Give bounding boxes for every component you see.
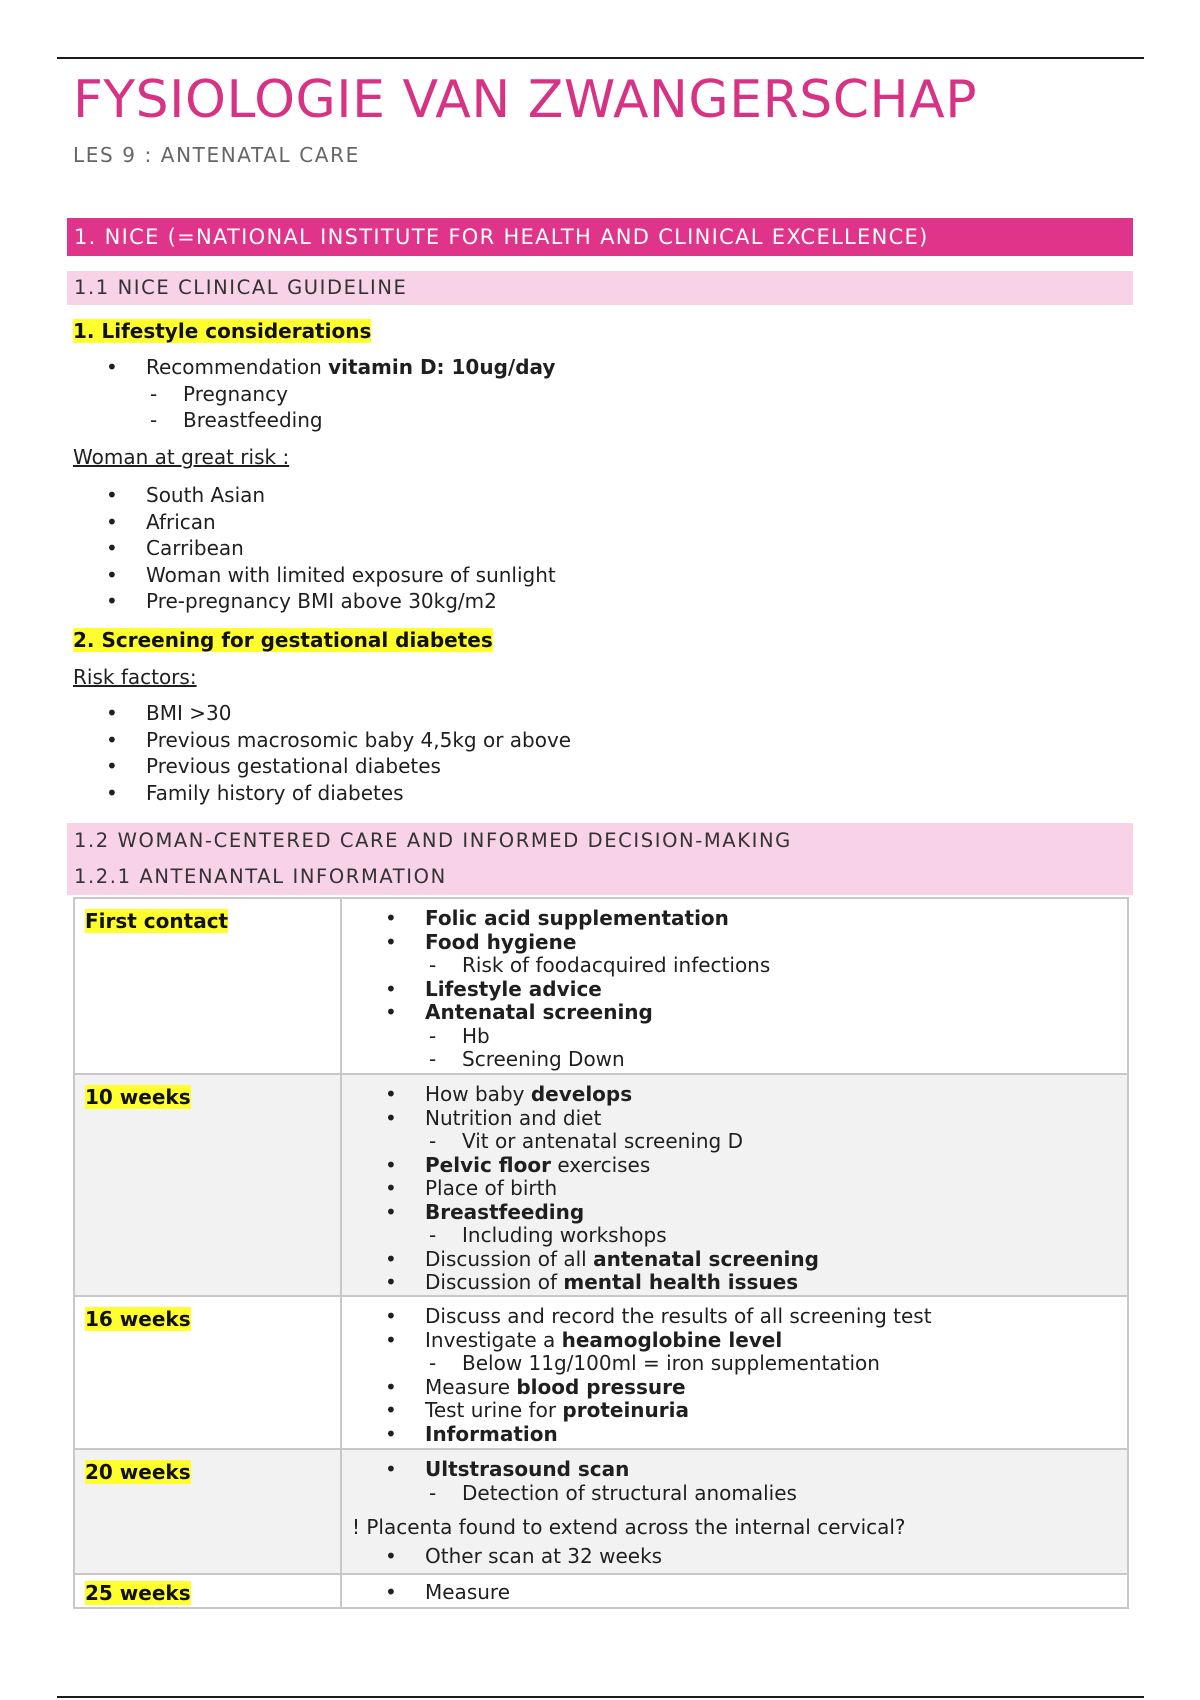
risk-label-diabetes: Risk factors: — [73, 665, 197, 689]
list-item: • Previous macrosomic baby 4,5kg or above — [73, 727, 571, 754]
diabetes-risk-list — [73, 700, 571, 806]
list-item: - Including workshops — [352, 1224, 1127, 1248]
list-item: • Other scan at 32 weeks — [352, 1545, 1127, 1569]
lifestyle-heading: 1. Lifestyle considerations — [73, 319, 372, 343]
table-cell-content — [341, 1074, 1128, 1296]
list-item: - Vit or antenatal screening D — [352, 1130, 1127, 1154]
bottom-rule — [57, 1696, 1144, 1698]
list-item: • African — [73, 509, 556, 536]
table-list — [352, 1083, 1127, 1295]
table-list — [352, 907, 1127, 1072]
table-cell-label: 20 weeks — [74, 1449, 341, 1574]
subsection-title: 1.2 WOMAN-CENTERED CARE AND INFORMED DECISION-MAKING — [74, 829, 792, 852]
table-cell-content — [341, 1449, 1128, 1574]
list-item: - Breastfeeding — [73, 407, 555, 434]
table-cell-label: 25 weeks — [74, 1574, 341, 1608]
table-cell-label: 10 weeks — [74, 1074, 341, 1296]
list-item: • Breastfeeding — [352, 1201, 1127, 1225]
table-list — [352, 1458, 1127, 1505]
table-list — [352, 1581, 1127, 1605]
risk-group-list — [73, 482, 556, 615]
subsection-heading-guideline: 1.1 NICE CLINICAL GUIDELINE — [67, 271, 1133, 305]
table-list — [352, 1545, 1127, 1569]
table-cell-label: 16 weeks — [74, 1296, 341, 1449]
document-title: FYSIOLOGIE VAN ZWANGERSCHAP — [73, 70, 978, 130]
screening-heading: 2. Screening for gestational diabetes — [73, 628, 493, 652]
list-item: • Measure — [352, 1581, 1127, 1605]
list-item: - Detection of structural anomalies — [352, 1482, 1127, 1506]
list-item: - Screening Down — [352, 1048, 1127, 1072]
list-item: - Hb — [352, 1025, 1127, 1049]
table-list — [352, 1305, 1127, 1446]
risk-label-vitamin-d: Woman at great risk : — [73, 445, 290, 469]
list-item: • Recommendation vitamin D: 10ug/day — [73, 354, 555, 381]
list-item: - Below 11g/100ml = iron supplementation — [352, 1352, 1127, 1376]
list-item: • South Asian — [73, 482, 556, 509]
list-item: • Discuss and record the results of all screening test — [352, 1305, 1127, 1329]
list-item: • Place of birth — [352, 1177, 1127, 1201]
table-cell-label: First contact — [74, 898, 341, 1074]
list-item: • Folic acid supplementation — [352, 907, 1127, 931]
subsection-heading-woman-centered — [67, 823, 1133, 895]
document-subtitle: LES 9 : ANTENATAL CARE — [73, 143, 360, 167]
list-item: • Nutrition and diet — [352, 1107, 1127, 1131]
list-item: - Pregnancy — [73, 381, 555, 408]
list-item: • BMI >30 — [73, 700, 571, 727]
list-item: • Antenatal screening — [352, 1001, 1127, 1025]
table-row — [74, 1574, 1128, 1608]
table-cell-content — [341, 898, 1128, 1074]
list-item: • Previous gestational diabetes — [73, 753, 571, 780]
placenta-note: ! Placenta found to extend across the internal cervical? — [352, 1515, 906, 1539]
vitamin-d-list — [73, 354, 555, 434]
table-row — [74, 898, 1128, 1074]
list-item: • Pelvic floor exercises — [352, 1154, 1127, 1178]
table-cell-content — [341, 1574, 1128, 1608]
list-item: • Discussion of mental health issues — [352, 1271, 1127, 1295]
list-item: • Investigate a heamoglobine level — [352, 1329, 1127, 1353]
section-heading-nice: 1. NICE (=NATIONAL INSTITUTE FOR HEALTH AND CLINICAL EXCELLENCE) — [67, 218, 1133, 256]
antenatal-information-table — [73, 897, 1129, 1609]
list-item: • Pre-pregnancy BMI above 30kg/m2 — [73, 588, 556, 615]
list-item: • Woman with limited exposure of sunlight — [73, 562, 556, 589]
list-item: • Test urine for proteinuria — [352, 1399, 1127, 1423]
list-item: • Lifestyle advice — [352, 978, 1127, 1002]
list-item: • How baby develops — [352, 1083, 1127, 1107]
list-item: • Ultstrasound scan — [352, 1458, 1127, 1482]
list-item: • Information — [352, 1423, 1127, 1447]
table-row — [74, 1296, 1128, 1449]
table-row — [74, 1074, 1128, 1296]
table-row — [74, 1449, 1128, 1574]
table-cell-content — [341, 1296, 1128, 1449]
list-item: • Family history of diabetes — [73, 780, 571, 807]
top-rule — [57, 57, 1144, 59]
list-item: - Risk of foodacquired infections — [352, 954, 1127, 978]
list-item: • Measure blood pressure — [352, 1376, 1127, 1400]
list-item: • Discussion of all antenatal screening — [352, 1248, 1127, 1272]
list-item: • Carribean — [73, 535, 556, 562]
subsubsection-title: 1.2.1 ANTENANTAL INFORMATION — [74, 865, 447, 888]
list-item: • Food hygiene — [352, 931, 1127, 955]
